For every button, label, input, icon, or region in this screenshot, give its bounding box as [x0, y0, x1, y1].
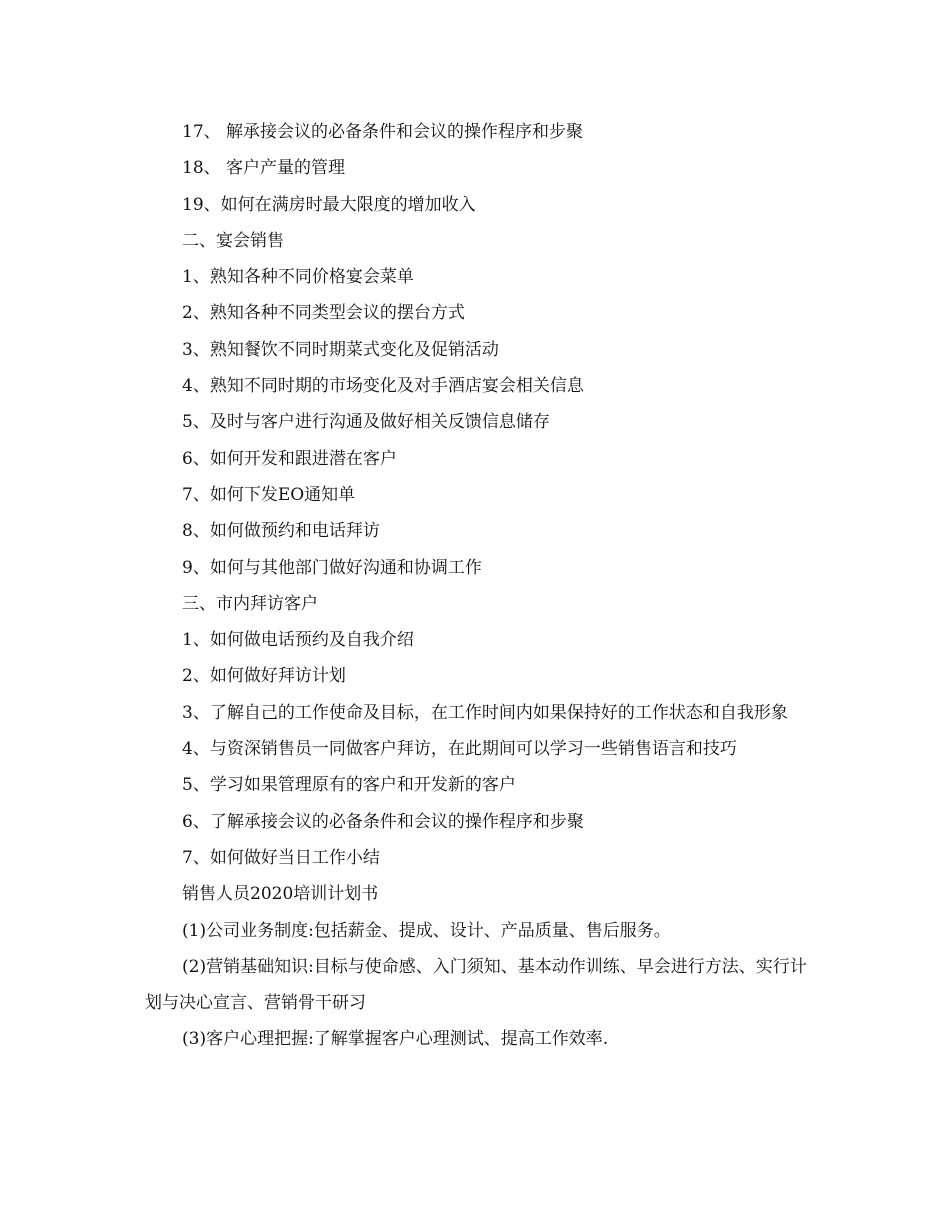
- paragraph-20: 6、了解承接会议的必备条件和会议的操作程序和步聚: [182, 811, 584, 832]
- paragraph-16: 2、如何做好拜访计划: [182, 666, 346, 687]
- paragraph-13: 9、如何与其他部门做好沟通和协调工作: [182, 557, 482, 578]
- paragraph-8: 4、熟知不同时期的市场变化及对手酒店宴会相关信息: [182, 376, 584, 397]
- paragraph-10: 6、如何开发和跟进潜在客户: [182, 448, 397, 469]
- paragraph-12: 8、如何做预约和电话拜访: [182, 521, 380, 542]
- paragraph-24: (2)营销基础知识:目标与使命感、入门须知、基本动作训练、早会进行方法、实行计划与决心宣言、营销骨干研习: [145, 956, 807, 1014]
- paragraph-6: 2、熟知各种不同类型会议的摆台方式: [182, 303, 465, 324]
- paragraph-21: 7、如何做好当日工作小结: [182, 847, 380, 868]
- paragraph-3: 19、如何在满房时最大限度的增加收入: [182, 194, 476, 215]
- paragraph-9: 5、及时与客户进行沟通及做好相关反馈信息储存: [182, 412, 550, 433]
- paragraph-17: 3、了解自己的工作使命及目标，在工作时间内如果保持好的工作状态和自我形象: [182, 702, 788, 723]
- paragraph-25: (3)客户心理把握:了解掌握客户心理测试、提高工作效率.: [182, 1029, 609, 1050]
- section-heading-client-visits: 三、市内拜访客户: [182, 593, 318, 614]
- paragraph-19: 5、学习如果管理原有的客户和开发新的客户: [182, 775, 516, 796]
- paragraph-5: 1、熟知各种不同价格宴会菜单: [182, 267, 414, 288]
- paragraph-23: (1)公司业务制度:包括薪金、提成、设计、产品质量、售后服务。: [182, 920, 671, 941]
- training-plan-title: 销售人员2020培训计划书: [182, 884, 379, 905]
- paragraph-1: 17、 解承接会议的必备条件和会议的操作程序和步聚: [182, 122, 584, 142]
- paragraph-7: 3、熟知餐饮不同时期菜式变化及促销活动: [182, 339, 499, 360]
- paragraph-2: 18、 客户产量的管理: [182, 158, 346, 179]
- document-body: [145, 114, 815, 1058]
- paragraph-18: 4、与资深销售员一同做客户拜访，在此期间可以学习一些销售语言和技巧: [182, 739, 737, 760]
- section-heading-banquet-sales: 二、宴会销售: [182, 230, 284, 251]
- paragraph-11: 7、如何下发EO通知单: [182, 484, 356, 505]
- paragraph-15: 1、如何做电话预约及自我介绍: [182, 630, 414, 651]
